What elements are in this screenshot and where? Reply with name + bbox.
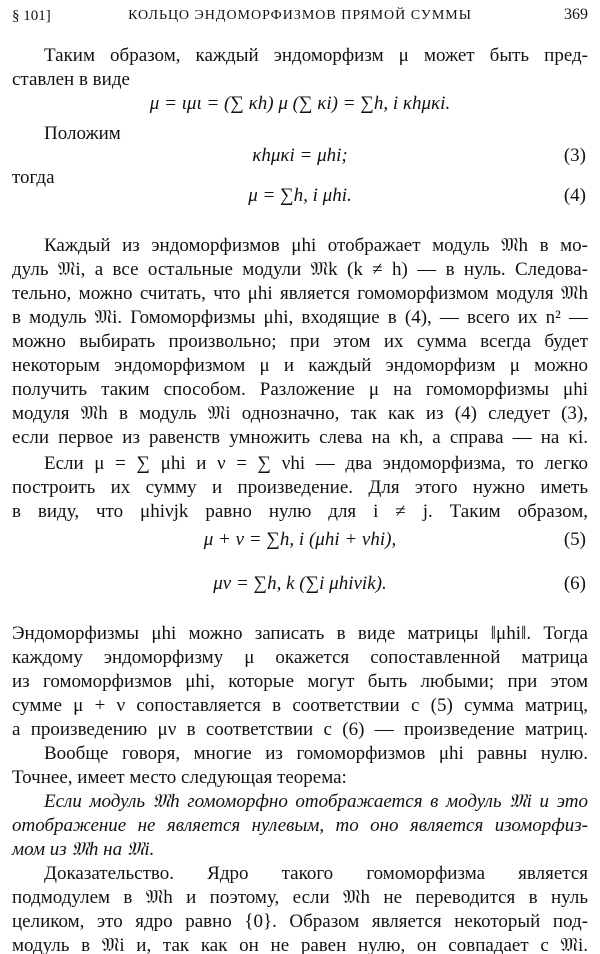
- formula: μν = ∑h, k (∑i μhiνik).: [213, 573, 387, 594]
- text-line: если первое из равенств умножить слева на κh, а справа — на κi.: [12, 427, 588, 448]
- formula: μ + ν = ∑h, i (μhi + νhi),: [203, 529, 397, 550]
- proof-line: модуль в 𝔐i и, так как он не равен нулю, он совпадает с 𝔐i.: [12, 935, 588, 954]
- text-line: в модуль 𝔐i. Гомоморфизмы μhi, входящие в (4), — всего их n² —: [12, 307, 588, 328]
- formula: μ = ∑h, i μhi.: [248, 185, 352, 206]
- text-line: построить их сумму и произведение. Для этого нужно иметь: [12, 477, 588, 498]
- text-line: Эндоморфизмы μhi можно записать в виде матрицы ‖μhi‖. Тогда: [12, 623, 588, 644]
- text-line: Точнее, имеет место следующая теорема:: [12, 767, 347, 788]
- text-line: Каждый из эндоморфизмов μhi отображает модуль 𝔐h в мо-: [44, 235, 588, 256]
- running-title: КОЛЬЦО ЭНДОМОРФИЗМОВ ПРЯМОЙ СУММЫ: [128, 8, 472, 23]
- proof-line: целиком, это ядро равно {0}. Образом является некоторый под-: [12, 911, 588, 932]
- theorem-line: отображение не является нулевым, то оно является изоморфиз-: [12, 815, 588, 836]
- text-line: Вообще говоря, многие из гомоморфизмов μhi равны нулю.: [44, 743, 588, 764]
- text-line: ставлен в виде: [12, 69, 130, 90]
- theorem-line: Если модуль 𝔐h гомоморфно отображается в модуль 𝔐i и это: [44, 791, 588, 812]
- running-header: [12, 6, 588, 30]
- text-line: модуля 𝔐h в модуль 𝔐i однозначно, так как из (4) следует (3),: [12, 403, 588, 424]
- equation-number: (3): [563, 145, 586, 166]
- text-line: Положим: [44, 123, 121, 144]
- theorem-line: мом из 𝔐h на 𝔐i.: [12, 839, 155, 860]
- formula: μ = ιμι = (∑ κh) μ (∑ κi) = ∑h, i κhμκi.: [149, 93, 451, 114]
- text-line: в виду, что μhiνjk равно нулю для i ≠ j. Таким образом,: [12, 501, 588, 522]
- text-line: тельно, можно считать, что μhi является гомоморфизмом модуля 𝔐h: [12, 283, 588, 304]
- text-line: дуль 𝔐i, а все остальные модули 𝔐k (k ≠ h) — в нуль. Следова-: [12, 259, 588, 280]
- section-mark: § 101]: [12, 8, 51, 24]
- proof-line: подмодулем в 𝔐h и поэтому, если 𝔐h не переводится в нуль: [12, 887, 588, 908]
- equation-number: (5): [563, 529, 586, 550]
- text-line: Таким образом, каждый эндоморфизм μ может быть пред-: [44, 45, 588, 66]
- text-line: тогда: [12, 167, 55, 188]
- text-line: а произведению μν в соответствии с (6) — произведение матриц.: [12, 719, 588, 740]
- equation-number: (6): [563, 573, 586, 594]
- formula: κhμκi = μhi;: [252, 145, 348, 166]
- text-line: каждому эндоморфизму μ окажется сопоставленной матрица: [12, 647, 588, 668]
- proof-line: Доказательство. Ядро такого гомоморфизма является: [44, 863, 588, 884]
- page-number: 369: [564, 6, 588, 23]
- text-line: Если μ = ∑ μhi и ν = ∑ νhi — два эндоморфизма, то легко: [44, 453, 588, 474]
- text-line: получить таким способом. Разложение μ на гомоморфизмы μhi: [12, 379, 588, 400]
- text-line: можно выбирать произвольно; при этом их сумма всегда будет: [12, 331, 588, 352]
- text-line: из гомоморфизмов μhi, которые могут быть любыми; при этом: [12, 671, 588, 692]
- text-line: сумме μ + ν сопоставляется в соответствии с (5) сумма матриц,: [12, 695, 588, 716]
- text-line: некоторым эндоморфизмом μ и каждый эндоморфизм μ можно: [12, 355, 588, 376]
- equation-number: (4): [563, 185, 586, 206]
